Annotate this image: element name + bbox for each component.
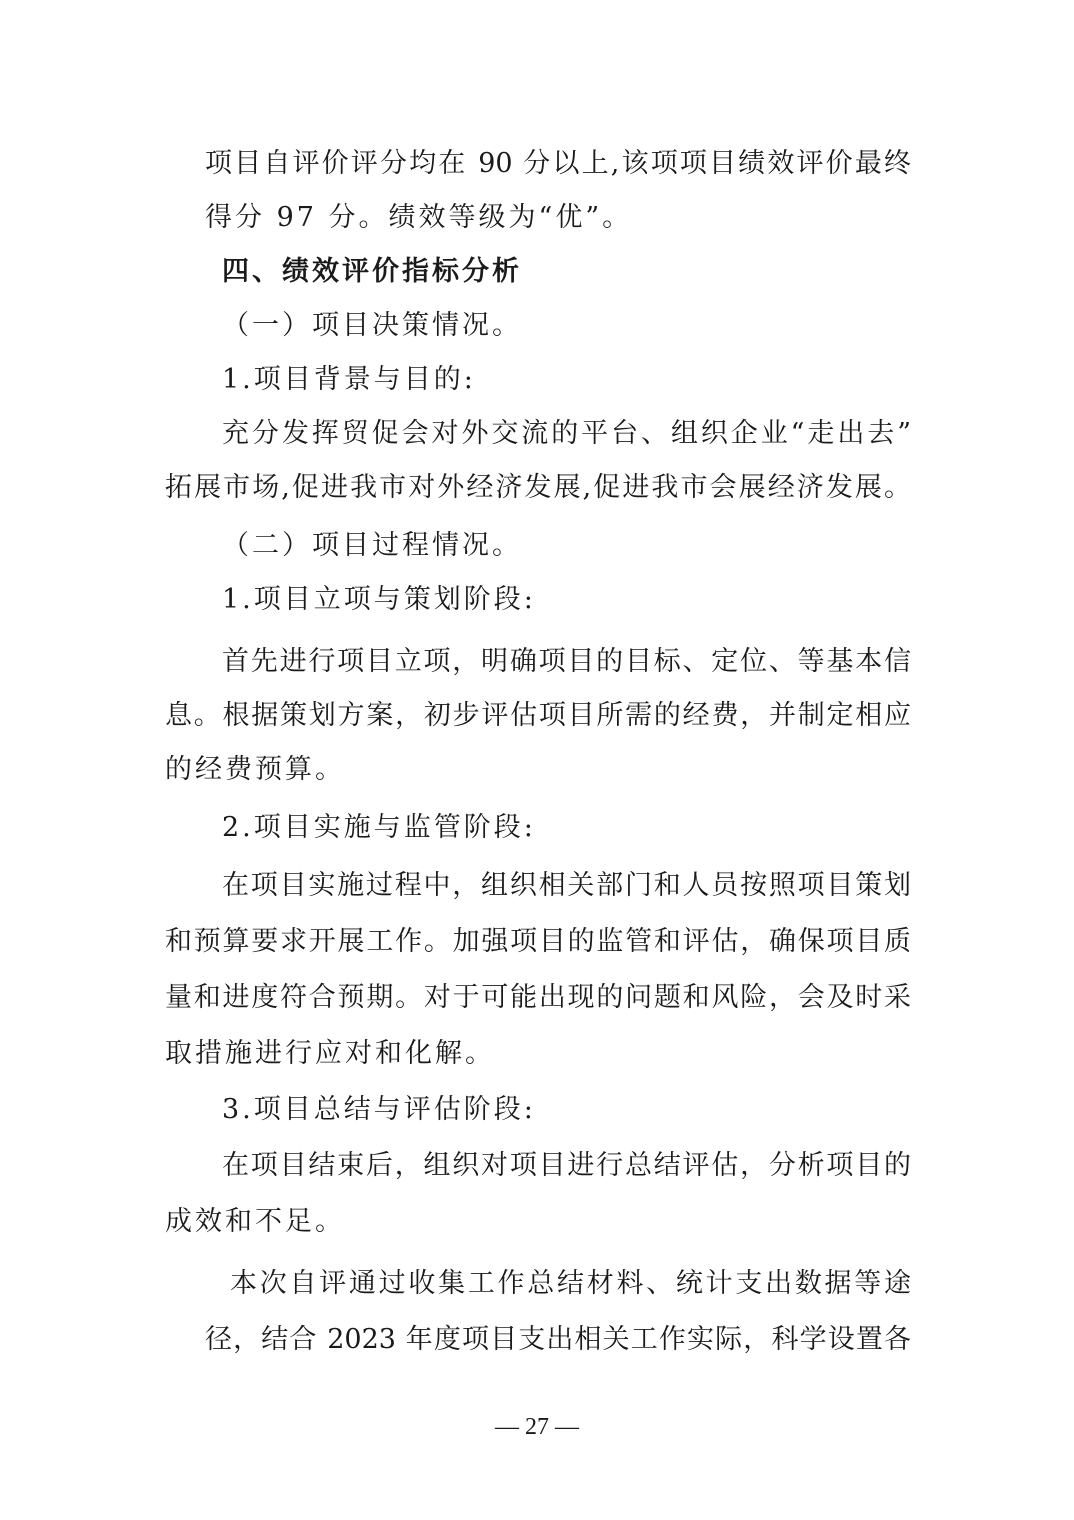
paragraph-line: 在项目实施过程中，组织相关部门和人员按照项目策划 — [222, 870, 911, 901]
paragraph-line: 取措施进行应对和化解。 — [165, 1038, 495, 1069]
paragraph-line: 量和进度符合预期。对于可能出现的问题和风险，会及时采 — [165, 982, 911, 1013]
paragraph-line: 得分 97 分。绩效等级为“优”。 — [205, 202, 633, 233]
paragraph-line: 的经费预算。 — [165, 754, 345, 785]
paragraph-line: 成效和不足。 — [165, 1206, 345, 1237]
item-heading: 1.项目背景与目的: — [222, 364, 476, 395]
item-heading: 1.项目立项与策划阶段: — [222, 584, 536, 615]
item-heading: 2.项目实施与监管阶段: — [222, 812, 536, 843]
paragraph-line: 首先进行项目立项，明确项目的目标、定位、等基本信 — [222, 646, 911, 677]
paragraph-line: 和预算要求开展工作。加强项目的监管和评估，确保项目质 — [165, 926, 911, 957]
paragraph-line: 径，结合 2023 年度项目支出相关工作实际，科学设置各 — [205, 1324, 911, 1355]
paragraph-line: 充分发挥贸促会对外交流的平台、组织企业“走出去” — [222, 418, 911, 449]
paragraph-line: 项目自评价评分均在 90 分以上,该项项目绩效评价最终 — [205, 148, 911, 179]
paragraph-line: 拓展市场,促进我市对外经济发展,促进我市会展经济发展。 — [165, 472, 911, 503]
subsection-heading: （二）项目过程情况。 — [222, 530, 522, 561]
paragraph-line: 在项目结束后，组织对项目进行总结评估，分析项目的 — [222, 1150, 911, 1181]
paragraph-line: 本次自评通过收集工作总结材料、统计支出数据等途 — [230, 1268, 911, 1299]
section-heading: 四、绩效评价指标分析 — [222, 256, 522, 287]
page-number: — 27 — — [495, 1414, 579, 1440]
paragraph-line: 息。根据策划方案，初步评估项目所需的经费，并制定相应 — [165, 700, 911, 731]
subsection-heading: （一）项目决策情况。 — [222, 310, 522, 341]
item-heading: 3.项目总结与评估阶段: — [222, 1094, 536, 1125]
